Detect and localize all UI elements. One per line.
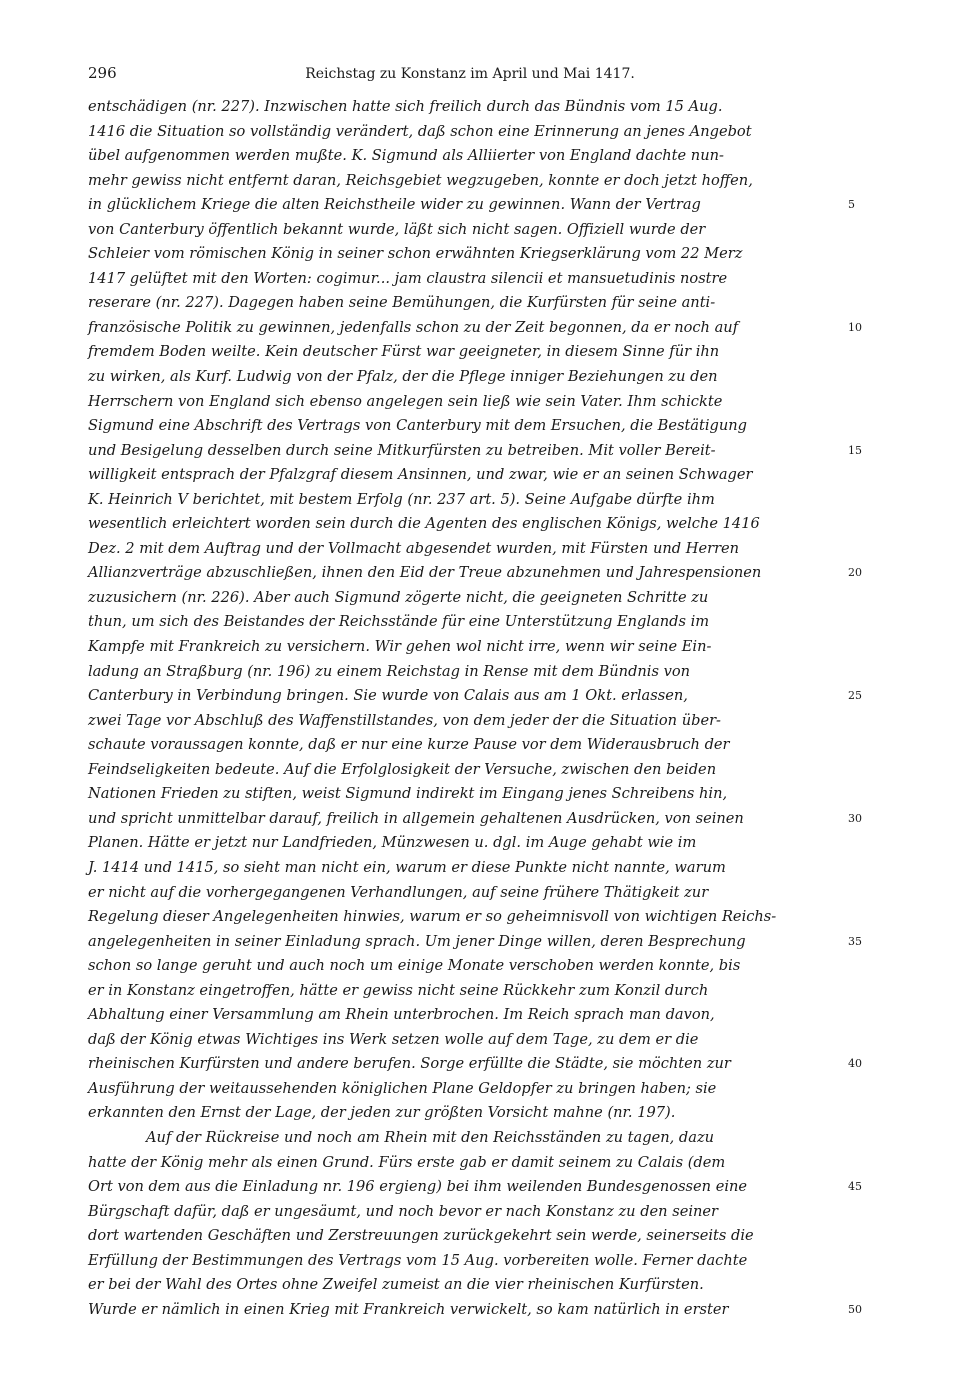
line-text: dort wartenden Geschäften und Zerstreuungen zurückgekehrt sein werde, seinerseits die bbox=[88, 1227, 754, 1245]
text-line bbox=[88, 758, 840, 783]
line-text: daß der König etwas Wichtiges ins Werk setzen wolle auf dem Tage, zu dem er die bbox=[88, 1030, 699, 1048]
text-line bbox=[88, 488, 840, 513]
text-line bbox=[88, 856, 840, 881]
line-text: Nationen Frieden zu stiften, weist Sigmund indirekt im Eingang jenes Schreibens hin, bbox=[88, 785, 728, 803]
line-text: Allianzverträge abzuschließen, ihnen den Eid der Treue abzunehmen und Jahrespensionen bbox=[88, 564, 762, 582]
line-text: übel aufgenommen werden mußte. K. Sigmund als Alliierter von England dachte nun- bbox=[88, 147, 724, 165]
text-line bbox=[88, 610, 840, 635]
line-text: Dez. 2 mit dem Auftrag und der Vollmacht abgesendet wurden, mit Fürsten und Herren bbox=[88, 539, 740, 557]
text-line bbox=[88, 1249, 840, 1274]
text-line bbox=[88, 782, 840, 807]
body-text bbox=[88, 95, 862, 1322]
text-line bbox=[88, 1224, 840, 1249]
line-number: 35 bbox=[848, 934, 862, 948]
line-text: von Canterbury öffentlich bekannt wurde, läßt sich nicht sagen. Offiziell wurde der bbox=[88, 220, 706, 238]
line-number: 20 bbox=[848, 566, 862, 580]
text-line bbox=[88, 684, 862, 709]
text-line bbox=[88, 218, 840, 243]
text-line bbox=[88, 120, 840, 145]
line-text: schaute voraussagen konnte, daß er nur eine kurze Pause vor dem Widerausbruch der bbox=[88, 736, 730, 754]
text-line bbox=[88, 561, 862, 586]
text-line bbox=[88, 1273, 840, 1298]
text-line bbox=[88, 144, 840, 169]
text-line bbox=[88, 905, 840, 930]
text-line bbox=[88, 1126, 840, 1151]
line-text: Wurde er nämlich in einen Krieg mit Frankreich verwickelt, so kam natürlich in erster bbox=[88, 1300, 729, 1318]
line-text: reserare (nr. 227). Dagegen haben seine Bemühungen, die Kurfürsten für seine anti- bbox=[88, 294, 716, 312]
text-line bbox=[88, 1200, 840, 1225]
line-text: Abhaltung einer Versammlung am Rhein unterbrochen. Im Reich sprach man davon, bbox=[88, 1006, 715, 1024]
text-line bbox=[88, 169, 840, 194]
text-line bbox=[88, 316, 862, 341]
line-text: hatte der König mehr als einen Grund. Fürs erste gab er damit seinem zu Calais (dem bbox=[88, 1153, 726, 1171]
text-line bbox=[88, 340, 840, 365]
text-line bbox=[88, 733, 840, 758]
text-line bbox=[88, 660, 840, 685]
line-text: in glücklichem Kriege die alten Reichstheile wider zu gewinnen. Wann der Vertrag bbox=[88, 196, 701, 214]
line-text: Ausführung der weitaussehenden königlichen Plane Geldopfer zu bringen haben; sie bbox=[88, 1079, 717, 1097]
text-line bbox=[88, 512, 840, 537]
text-line bbox=[88, 709, 840, 734]
line-number: 30 bbox=[848, 811, 862, 825]
text-line bbox=[88, 463, 840, 488]
line-number: 25 bbox=[848, 689, 862, 703]
line-text: willigkeit entsprach der Pfalzgraf diesem Ansinnen, und zwar, wie er an seinen Schwager bbox=[88, 466, 753, 484]
line-text: 1416 die Situation so vollständig verändert, daß schon eine Erinnerung an jenes Angebot bbox=[88, 122, 752, 140]
line-text: zwei Tage vor Abschluß des Waffenstillstandes, von dem jeder der die Situation über- bbox=[88, 711, 721, 729]
line-text: Erfüllung der Bestimmungen des Vertrags vom 15 Aug. vorbereiten wolle. Ferner dachte bbox=[88, 1251, 748, 1269]
text-line bbox=[88, 390, 840, 415]
line-text: ladung an Straßburg (nr. 196) zu einem Reichstag in Rense mit dem Bündnis von bbox=[88, 662, 691, 680]
running-title: Reichstag zu Konstanz im April und Mai 1417. bbox=[305, 66, 635, 82]
line-text: er in Konstanz eingetroffen, hätte er gewiss nicht seine Rückkehr zum Konzil durch bbox=[88, 981, 709, 999]
line-text: er bei der Wahl des Ortes ohne Zweifel zumeist an die vier rheinischen Kurfürsten. bbox=[88, 1276, 704, 1294]
text-line bbox=[88, 291, 840, 316]
line-text: entschädigen (nr. 227). Inzwischen hatte sich freilich durch das Bündnis vom 15 Aug. bbox=[88, 98, 723, 115]
text-line bbox=[88, 414, 840, 439]
text-line bbox=[88, 1298, 862, 1323]
text-line bbox=[88, 439, 862, 464]
line-text: Ort von dem aus die Einladung nr. 196 ergieng) bei ihm weilenden Bundesgenossen eine bbox=[88, 1178, 748, 1196]
line-text: mehr gewiss nicht entfernt daran, Reichsgebiet wegzugeben, konnte er doch jetzt hoffen, bbox=[88, 171, 753, 189]
text-line bbox=[88, 267, 840, 292]
line-text: zu wirken, als Kurf. Ludwig von der Pfalz, der die Pflege inniger Beziehungen zu den bbox=[88, 368, 718, 386]
line-number: 50 bbox=[848, 1302, 862, 1316]
line-text: er nicht auf die vorhergegangenen Verhandlungen, auf seine frühere Thätigkeit zur bbox=[88, 883, 709, 901]
text-line bbox=[88, 930, 862, 955]
text-line bbox=[88, 1052, 862, 1077]
text-line bbox=[88, 537, 840, 562]
line-text: und spricht unmittelbar darauf, freilich in allgemein gehaltenen Ausdrücken, von seinen bbox=[88, 809, 744, 827]
line-text: angelegenheiten in seiner Einladung sprach. Um jener Dinge willen, deren Besprechung bbox=[88, 932, 746, 950]
line-text: Herrschern von England sich ebenso angelegen sein ließ wie sein Vater. Ihm schickte bbox=[88, 392, 723, 410]
text-line bbox=[88, 1077, 840, 1102]
line-text: K. Heinrich V berichtet, mit bestem Erfolg (nr. 237 art. 5). Seine Aufgabe dürfte ihm bbox=[88, 490, 715, 508]
line-text: Feindseligkeiten bedeute. Auf die Erfolglosigkeit der Versuche, zwischen den beiden bbox=[88, 760, 717, 778]
text-line bbox=[88, 1151, 840, 1176]
line-text: Auf der Rückreise und noch am Rhein mit den Reichsständen zu tagen, dazu bbox=[146, 1128, 715, 1146]
line-text: zuzusichern (nr. 226). Aber auch Sigmund zögerte nicht, die geeigneten Schritte zu bbox=[88, 588, 709, 606]
text-line bbox=[88, 586, 840, 611]
line-text: erkannten den Ernst der Lage, der jeden zur größten Vorsicht mahne (nr. 197). bbox=[88, 1104, 676, 1122]
text-line bbox=[88, 193, 855, 218]
line-text: thun, um sich des Beistandes der Reichsstände für eine Unterstützung Englands im bbox=[88, 613, 710, 631]
line-text: Planen. Hätte er jetzt nur Landfrieden, Münzwesen u. dgl. im Auge gehabt wie im bbox=[88, 834, 697, 852]
line-text: J. 1414 und 1415, so sieht man nicht ein, warum er diese Punkte nicht nannte, warum bbox=[88, 858, 726, 876]
text-line bbox=[88, 954, 840, 979]
line-text: französische Politik zu gewinnen, jedenfalls schon zu der Zeit begonnen, da er noch auf bbox=[88, 318, 739, 336]
line-number: 5 bbox=[848, 198, 855, 212]
line-text: Canterbury in Verbindung bringen. Sie wurde von Calais aus am 1 Okt. erlassen, bbox=[88, 687, 688, 705]
text-line bbox=[88, 807, 862, 832]
line-text: fremdem Boden weilte. Kein deutscher Fürst war geeigneter, in diesem Sinne für ihn bbox=[88, 343, 720, 361]
text-line bbox=[88, 1028, 840, 1053]
text-line bbox=[88, 1175, 862, 1200]
text-line bbox=[88, 365, 840, 390]
line-text: Schleier vom römischen König in seiner schon erwähnten Kriegserklärung vom 22 Merz bbox=[88, 245, 743, 263]
text-line bbox=[88, 881, 840, 906]
text-line bbox=[88, 635, 840, 660]
line-text: und Besigelung desselben durch seine Mitkurfürsten zu betreiben. Mit voller Bereit- bbox=[88, 441, 716, 459]
text-line bbox=[88, 95, 840, 120]
line-text: Sigmund eine Abschrift des Vertrags von Canterbury mit dem Ersuchen, die Bestätigung bbox=[88, 417, 748, 435]
text-line bbox=[88, 1101, 840, 1126]
line-number: 15 bbox=[848, 443, 862, 457]
line-text: Regelung dieser Angelegenheiten hinwies, warum er so geheimnisvoll von wichtigen Reichs- bbox=[88, 908, 777, 926]
line-text: rheinischen Kurfürsten und andere berufen. Sorge erfüllte die Städte, sie möchten zur bbox=[88, 1055, 731, 1073]
line-number: 10 bbox=[848, 320, 862, 334]
page-number: 296 bbox=[88, 64, 117, 82]
line-text: schon so lange geruht und auch noch um einige Monate verschoben werden konnte, bis bbox=[88, 957, 741, 975]
line-text: Kampfe mit Frankreich zu versichern. Wir gehen wol nicht irre, wenn wir seine Ein- bbox=[88, 638, 712, 656]
line-number: 40 bbox=[848, 1057, 862, 1071]
text-line bbox=[88, 979, 840, 1004]
text-line bbox=[88, 1003, 840, 1028]
text-line bbox=[88, 242, 840, 267]
line-number: 45 bbox=[848, 1180, 862, 1194]
line-text: Bürgschaft dafür, daß er ungesäumt, und noch bevor er nach Konstanz zu den seiner bbox=[88, 1202, 719, 1220]
line-text: 1417 gelüftet mit den Worten: cogimur... jam claustra silencii et mansuetudinis nostre bbox=[88, 269, 728, 287]
text-line bbox=[88, 831, 840, 856]
line-text: wesentlich erleichtert worden sein durch die Agenten des englischen Königs, welche 1416 bbox=[88, 515, 760, 533]
